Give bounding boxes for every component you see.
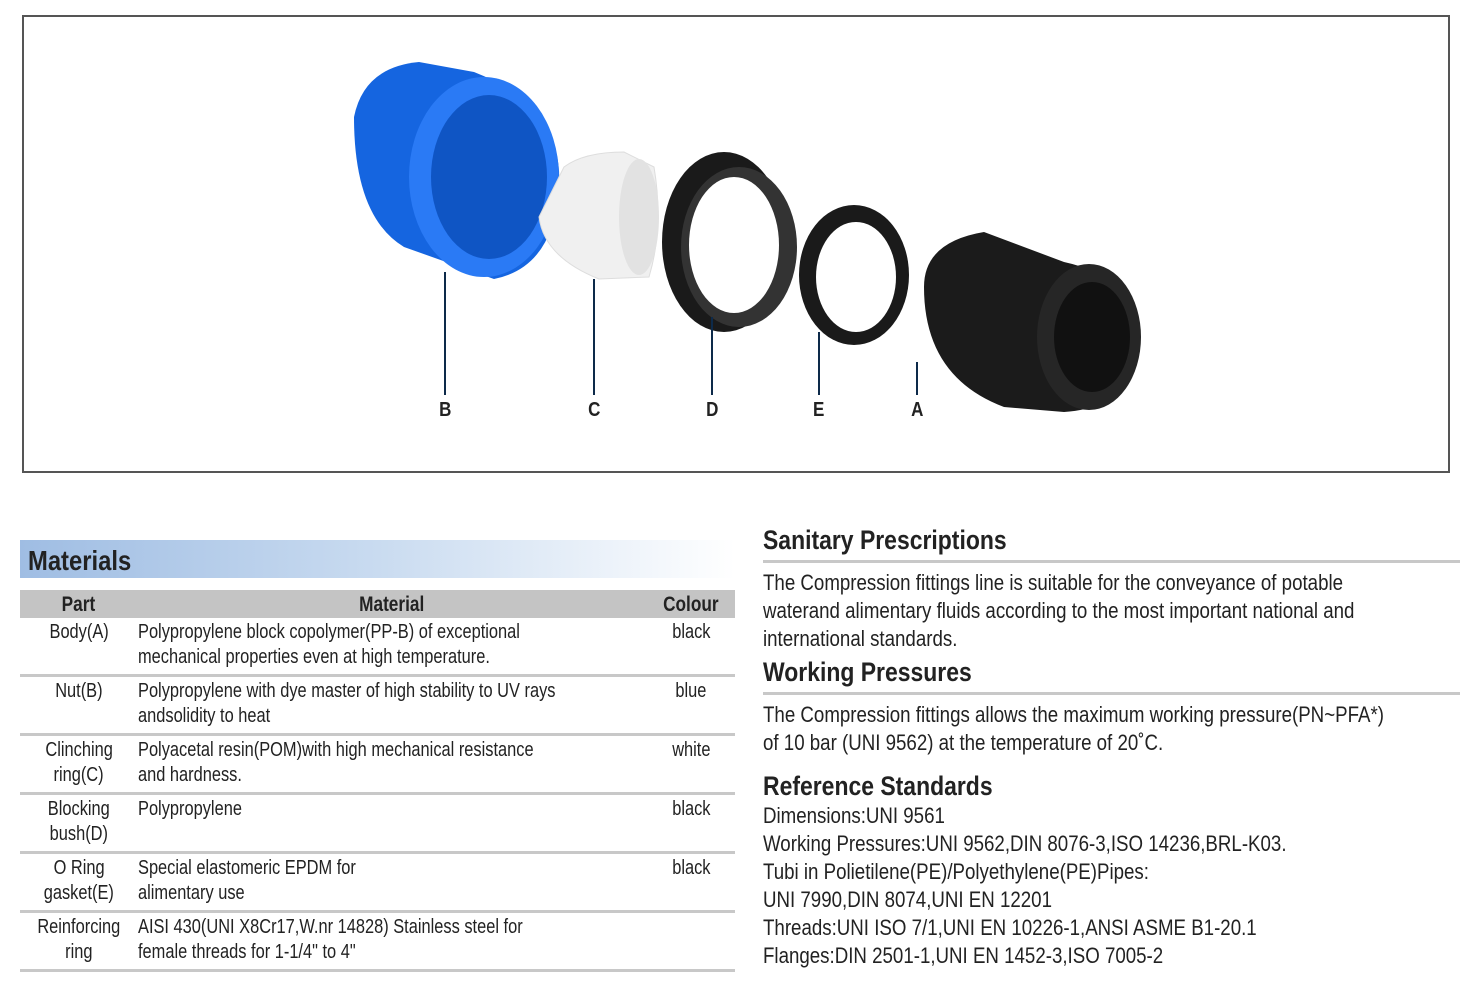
body-a-part (924, 232, 1141, 412)
material-cell: mechanical properties even at high temperature. (137, 646, 490, 668)
table-row (20, 853, 735, 912)
part-cell: Nut(B) (55, 680, 103, 702)
part-cell: ring(C) (53, 764, 104, 786)
part-cell: Reinforcing ring (37, 916, 121, 963)
colour-cell: black (671, 621, 711, 643)
table-header (20, 590, 735, 618)
exploded-view-diagram (22, 15, 1450, 473)
material-cell: Special elastomeric EPDM for (137, 857, 356, 879)
sanitary-text: The Compression fittings line is suitable for the conveyance of potable waterand alimentary fluids according to the most important national and international standards. (763, 570, 1355, 651)
materials-title: Materials (28, 545, 132, 576)
o-ring-e-part (799, 205, 909, 345)
table-row (20, 735, 735, 794)
colour-cell: blue (675, 680, 707, 702)
part-cell: Clinching (45, 739, 113, 761)
material-cell: Polypropylene (137, 798, 242, 820)
header-colour: Colour (663, 593, 719, 616)
material-cell: andsolidity to heat (137, 705, 270, 727)
table-row (20, 794, 735, 853)
material-cell: Polypropylene with dye master of high stability to UV rays (137, 680, 556, 702)
label-c: C (588, 399, 601, 421)
colour-cell: white (671, 739, 711, 761)
specifications-panel (763, 525, 1460, 970)
part-cell: Blocking bush(D) (47, 798, 110, 845)
materials-table (20, 590, 735, 972)
label-e: E (813, 399, 825, 421)
pressures-title: Working Pressures (763, 657, 1460, 695)
standards-text: Dimensions:UNI 9561 Working Pressures:UNI 9562,DIN 8076-3,ISO 14236,BRL-K03. Tubi in Polietilene(PE)/Polyethylene(PE)Pipes: UNI 7990,DIN 8074,UNI EN 12201 Threads:UNI ISO 7/1,UNI EN 10226-1,ANSI ASME B1-20.1 Flanges:DIN 2501-1,UNI EN 1452-3,ISO 7005-2 (763, 803, 1287, 968)
material-cell: Polyacetal resin(POM)with high mechanical resistance (137, 739, 534, 761)
part-cell: gasket(E) (43, 882, 114, 904)
pressures-text: The Compression fittings allows the maximum working pressure(PN~PFA*) of 10 bar (UNI 9562) at the temperature of 20˚C. (763, 702, 1384, 755)
materials-heading-bar (20, 540, 735, 578)
header-part: Part (62, 593, 96, 616)
table-row (20, 912, 735, 971)
label-d: D (706, 399, 719, 421)
sanitary-title: Sanitary Prescriptions (763, 525, 1460, 563)
table-row (20, 618, 735, 676)
header-material: Material (359, 593, 425, 616)
blocking-bush-d-part (662, 152, 797, 332)
colour-cell: black (671, 798, 711, 820)
part-cell: O Ring (53, 857, 105, 879)
material-cell: female threads for 1-1/4" to 4" (137, 941, 356, 963)
material-cell: Polypropylene block copolymer(PP-B) of exceptional (137, 621, 520, 643)
part-cell: Body(A) (49, 621, 109, 643)
material-cell: AISI 430(UNI X8Cr17,W.nr 14828) Stainless steel for (137, 916, 523, 938)
material-cell: alimentary use (137, 882, 245, 904)
colour-cell: black (671, 857, 711, 879)
table-row (20, 676, 735, 735)
nut-b-part (354, 62, 559, 279)
fitting-parts-illustration (24, 17, 1452, 475)
standards-title: Reference Standards (763, 771, 993, 801)
label-b: B (439, 399, 452, 421)
label-a: A (911, 399, 924, 421)
material-cell: and hardness. (137, 764, 242, 786)
